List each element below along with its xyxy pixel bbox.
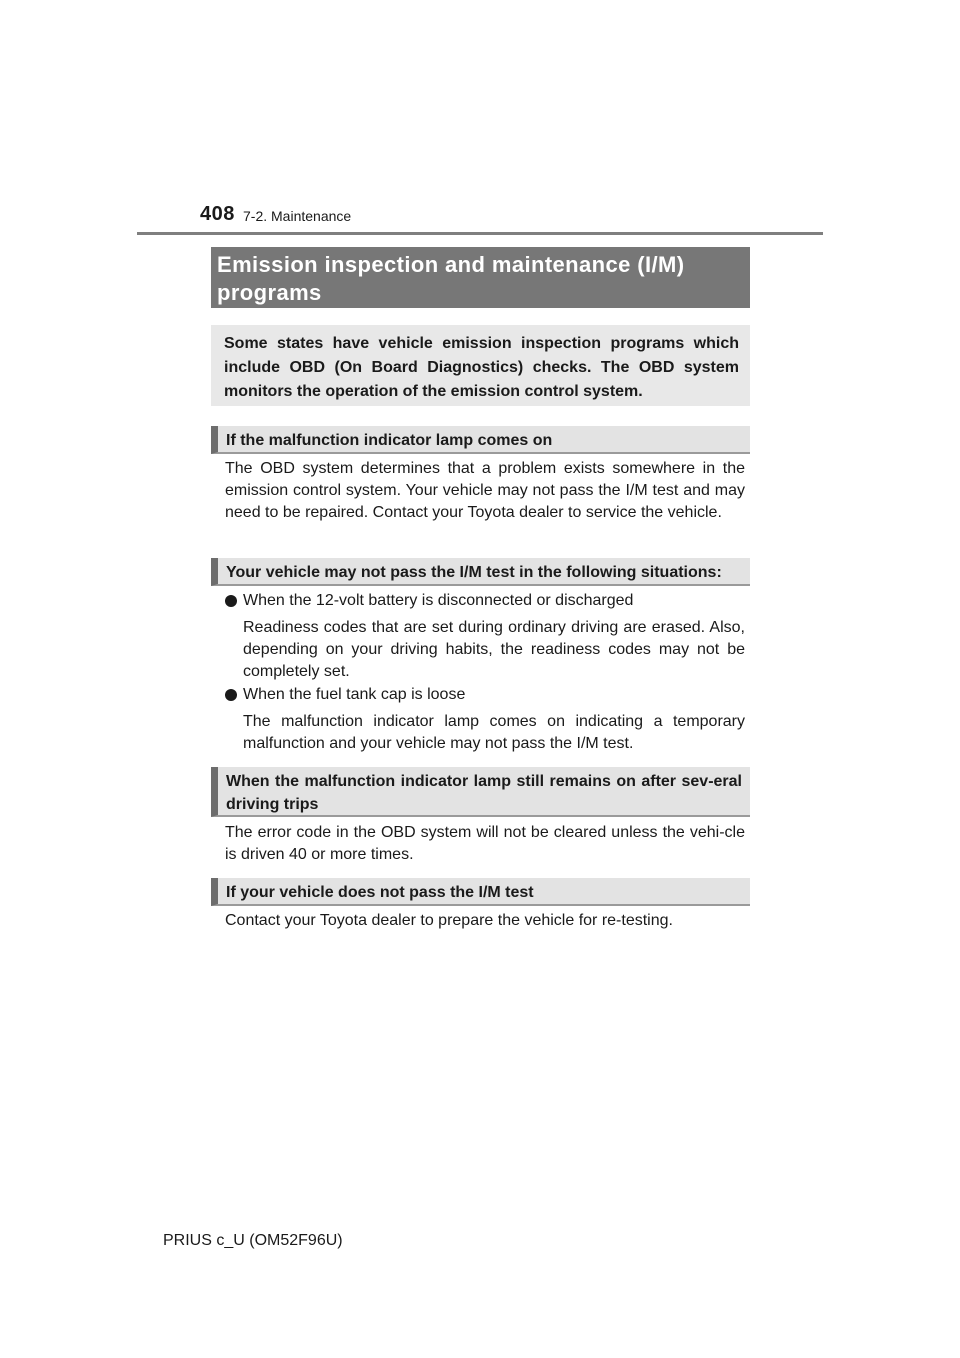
footer-model: PRIUS c_U (OM52F96U)	[163, 1232, 343, 1249]
subheading-fail-test: If your vehicle does not pass the I/M test	[211, 878, 750, 906]
bullet-detail: The malfunction indicator lamp comes on indicating a temporary malfunction and your vehicle may not pass the I/M test.	[243, 713, 745, 752]
malfunction-lamp-body: The OBD system determines that a problem exists somewhere in the emission control system. Your vehicle may not pass the I/M test and may need to be repaired. Contact your Toyota dealer to service the vehicle.	[225, 460, 745, 521]
subheading-malfunction-lamp: If the malfunction indicator lamp comes on	[211, 426, 750, 454]
bullet-detail: Readiness codes that are set during ordinary driving are erased. Also, depending on your driving habits, the readiness codes may not be completely set.	[243, 619, 745, 680]
lamp-remains-on-body: The error code in the OBD system will not be cleared unless the vehi-cle is driven 40 or more times.	[225, 824, 745, 863]
bullet-icon	[225, 689, 237, 701]
bullet-icon	[225, 595, 237, 607]
fail-test-body: Contact your Toyota dealer to prepare the vehicle for re-testing.	[225, 912, 673, 929]
section-label: 7-2. Maintenance	[243, 208, 352, 224]
page-title: Emission inspection and maintenance (I/M) programs	[211, 247, 750, 308]
header-divider	[137, 232, 823, 235]
list-item	[225, 590, 745, 612]
list-item	[225, 684, 745, 706]
intro-box: Some states have vehicle emission inspection programs which include OBD (On Board Diagnostics) checks. The OBD system monitors the operation of the emission control system.	[211, 325, 750, 406]
bullet-text: When the fuel tank cap is loose	[243, 686, 466, 703]
bullet-text: When the 12-volt battery is disconnected or discharged	[243, 592, 634, 609]
subheading-situations: Your vehicle may not pass the I/M test in the following situations:	[211, 558, 750, 586]
subheading-lamp-remains-on: When the malfunction indicator lamp still remains on after sev-eral driving trips	[211, 767, 750, 817]
page-number: 408	[200, 203, 235, 225]
